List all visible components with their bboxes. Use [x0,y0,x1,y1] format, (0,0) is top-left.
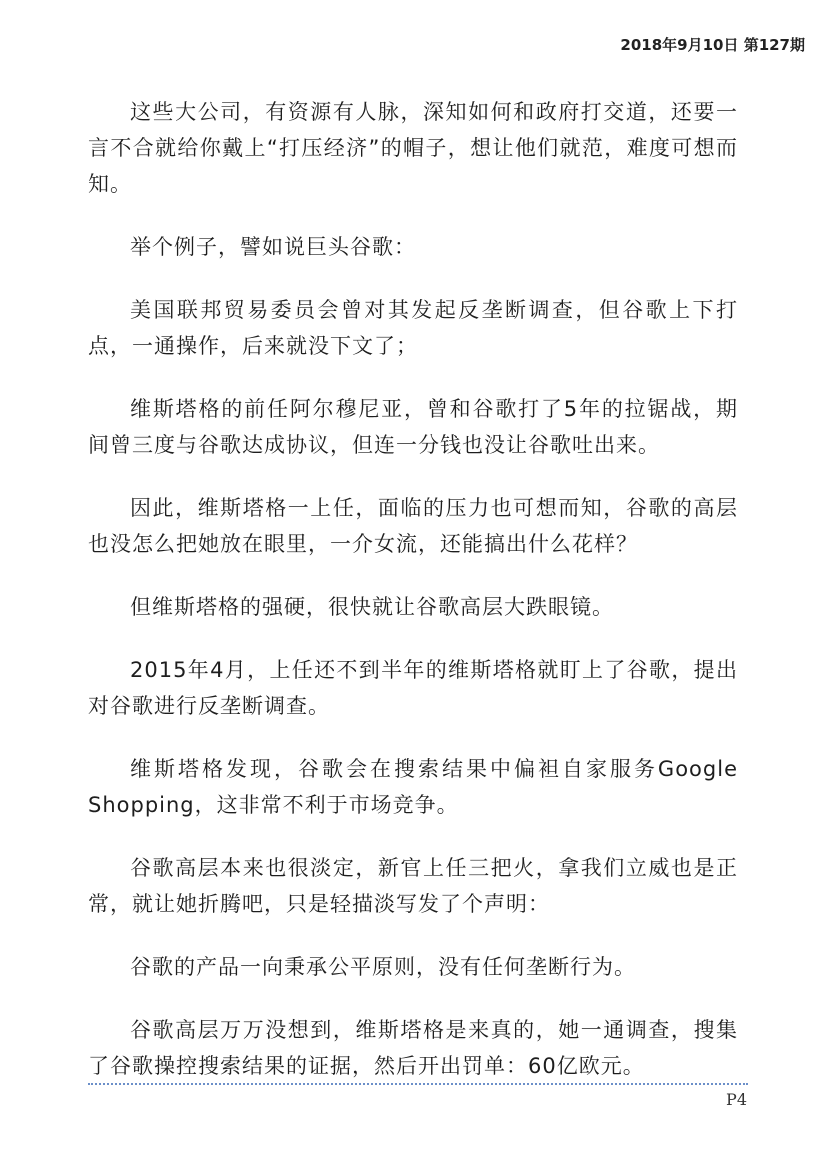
page-number: P4 [726,1090,747,1109]
paragraph: 谷歌的产品一向秉承公平原则，没有任何垄断行为。 [130,955,636,979]
paragraph: 2015年4月，上任还不到半年的维斯塔格就盯上了谷歌，提出对谷歌进行反垄断调查。 [88,658,738,718]
issue-date-header: 2018年9月10日 第127期 [620,36,805,54]
paragraph: 谷歌高层本来也很淡定，新官上任三把火，拿我们立威也是正常，就让她折腾吧，只是轻描淡写发了个声明： [88,856,738,916]
paragraph: 维斯塔格发现，谷歌会在搜索结果中偏袒自家服务Google Shopping，这非常不利于市场竞争。 [88,757,738,817]
paragraph: 这些大公司，有资源有人脉，深知如何和政府打交道，还要一言不合就给你戴上“打压经济”的帽子，想让他们就范，难度可想而知。 [88,100,738,196]
paragraph: 美国联邦贸易委员会曾对其发起反垄断调查，但谷歌上下打点，一通操作，后来就没下文了； [88,298,738,358]
paragraph: 谷歌高层万万没想到，维斯塔格是来真的，她一通调查，搜集了谷歌操控搜索结果的证据，然后开出罚单：60亿欧元。 [88,1018,738,1078]
paragraph: 维斯塔格的前任阿尔穆尼亚，曾和谷歌打了5年的拉锯战，期间曾三度与谷歌达成协议，但连一分钱也没让谷歌吐出来。 [88,397,738,457]
paragraph: 因此，维斯塔格一上任，面临的压力也可想而知，谷歌的高层也没怎么把她放在眼里，一介女流，还能搞出什么花样？ [88,496,738,556]
paragraph: 但维斯塔格的强硬，很快就让谷歌高层大跌眼镜。 [130,595,614,619]
footer-divider [88,1083,748,1085]
article-body [88,94,738,1111]
paragraph: 举个例子，譬如说巨头谷歌： [130,235,416,259]
